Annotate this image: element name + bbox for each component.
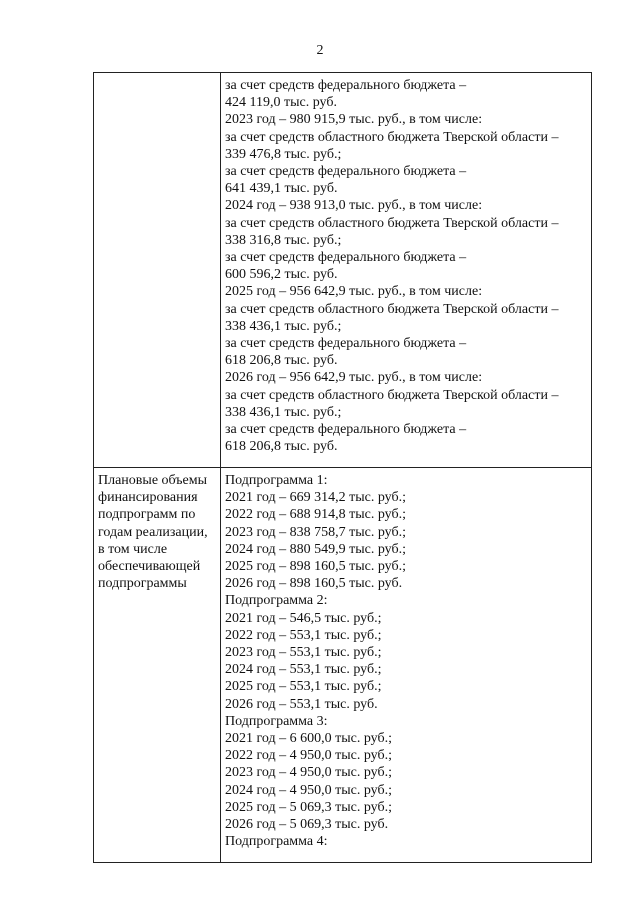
table-row [94, 73, 592, 468]
row-label-line: в том числе [98, 541, 168, 557]
text-line: 2021 год – 669 314,2 тыс. руб.; [225, 490, 406, 506]
row-label-cell [94, 468, 221, 863]
row-label-line: подпрограммы [98, 576, 187, 592]
row-label-line: Плановые объемы [98, 473, 208, 488]
text-line: 2026 год – 956 642,9 тыс. руб., в том числе: [225, 370, 483, 386]
text-line: за счет средств федерального бюджета – [225, 336, 467, 352]
text-line: за счет средств федерального бюджета – [225, 78, 467, 93]
text-line: Подпрограмма 2: [225, 593, 328, 609]
text-line: 2022 год – 553,1 тыс. руб.; [225, 627, 382, 643]
subprogram-financing-cell [221, 468, 592, 863]
text-line: 2026 год – 553,1 тыс. руб. [225, 696, 378, 712]
text-line: 2023 год – 838 758,7 тыс. руб.; [225, 524, 406, 540]
text-line: 338 316,8 тыс. руб.; [225, 232, 342, 248]
text-line: 339 476,8 тыс. руб.; [225, 146, 342, 162]
text-line: 2024 год – 553,1 тыс. руб.; [225, 662, 382, 678]
text-line: 2023 год – 4 950,0 тыс. руб.; [225, 765, 392, 781]
text-line: 2024 год – 4 950,0 тыс. руб.; [225, 782, 392, 798]
text-line: за счет средств федерального бюджета – [225, 164, 467, 180]
text-line: за счет средств федерального бюджета – [225, 422, 467, 438]
financing-details-cell [221, 73, 592, 468]
text-line: 2022 год – 688 914,8 тыс. руб.; [225, 507, 406, 523]
table-row [94, 468, 592, 863]
text-line: 2024 год – 938 913,0 тыс. руб., в том числе: [225, 198, 483, 214]
text-line: 2022 год – 4 950,0 тыс. руб.; [225, 748, 392, 764]
text-line: 2025 год – 5 069,3 тыс. руб.; [225, 799, 392, 815]
text-line: 2026 год – 898 160,5 тыс. руб. [225, 576, 403, 592]
text-line: 338 436,1 тыс. руб.; [225, 404, 342, 420]
text-line: 618 206,8 тыс. руб. [225, 439, 338, 455]
row-label-line: обеспечивающей [98, 559, 201, 575]
text-line: за счет средств областного бюджета Тверской области – [225, 215, 559, 231]
text-line: за счет средств федерального бюджета – [225, 250, 467, 266]
row-label-cell [94, 73, 221, 468]
text-line: 2025 год – 956 642,9 тыс. руб., в том числе: [225, 284, 483, 300]
row-label-line: годам реализации, [98, 524, 208, 540]
text-line: Подпрограмма 1: [225, 473, 328, 488]
text-line: за счет средств областного бюджета Тверской области – [225, 387, 559, 403]
text-line: Подпрограмма 3: [225, 713, 328, 729]
financing-table [93, 72, 592, 863]
text-line: 600 596,2 тыс. руб. [225, 267, 338, 283]
text-line: 2021 год – 546,5 тыс. руб.; [225, 610, 382, 626]
text-line: Подпрограмма 4: [225, 834, 328, 850]
text-line: 2023 год – 980 915,9 тыс. руб., в том числе: [225, 112, 483, 128]
text-line: 641 439,1 тыс. руб. [225, 181, 338, 197]
page-number: 2 [316, 43, 324, 58]
text-line: 2026 год – 5 069,3 тыс. руб. [225, 817, 389, 833]
row-label-line: финансирования [98, 490, 198, 506]
row-label-line: подпрограмм по [98, 507, 196, 523]
text-line: 2023 год – 553,1 тыс. руб.; [225, 645, 382, 661]
text-line: за счет средств областного бюджета Тверской области – [225, 129, 559, 145]
text-line: за счет средств областного бюджета Тверской области – [225, 301, 559, 317]
text-line: 424 119,0 тыс. руб. [225, 95, 337, 111]
text-line: 2025 год – 898 160,5 тыс. руб.; [225, 559, 406, 575]
text-line: 2024 год – 880 549,9 тыс. руб.; [225, 541, 406, 557]
text-line: 618 206,8 тыс. руб. [225, 353, 338, 369]
text-line: 2021 год – 6 600,0 тыс. руб.; [225, 731, 392, 747]
text-line: 2025 год – 553,1 тыс. руб.; [225, 679, 382, 695]
text-line: 338 436,1 тыс. руб.; [225, 318, 342, 334]
